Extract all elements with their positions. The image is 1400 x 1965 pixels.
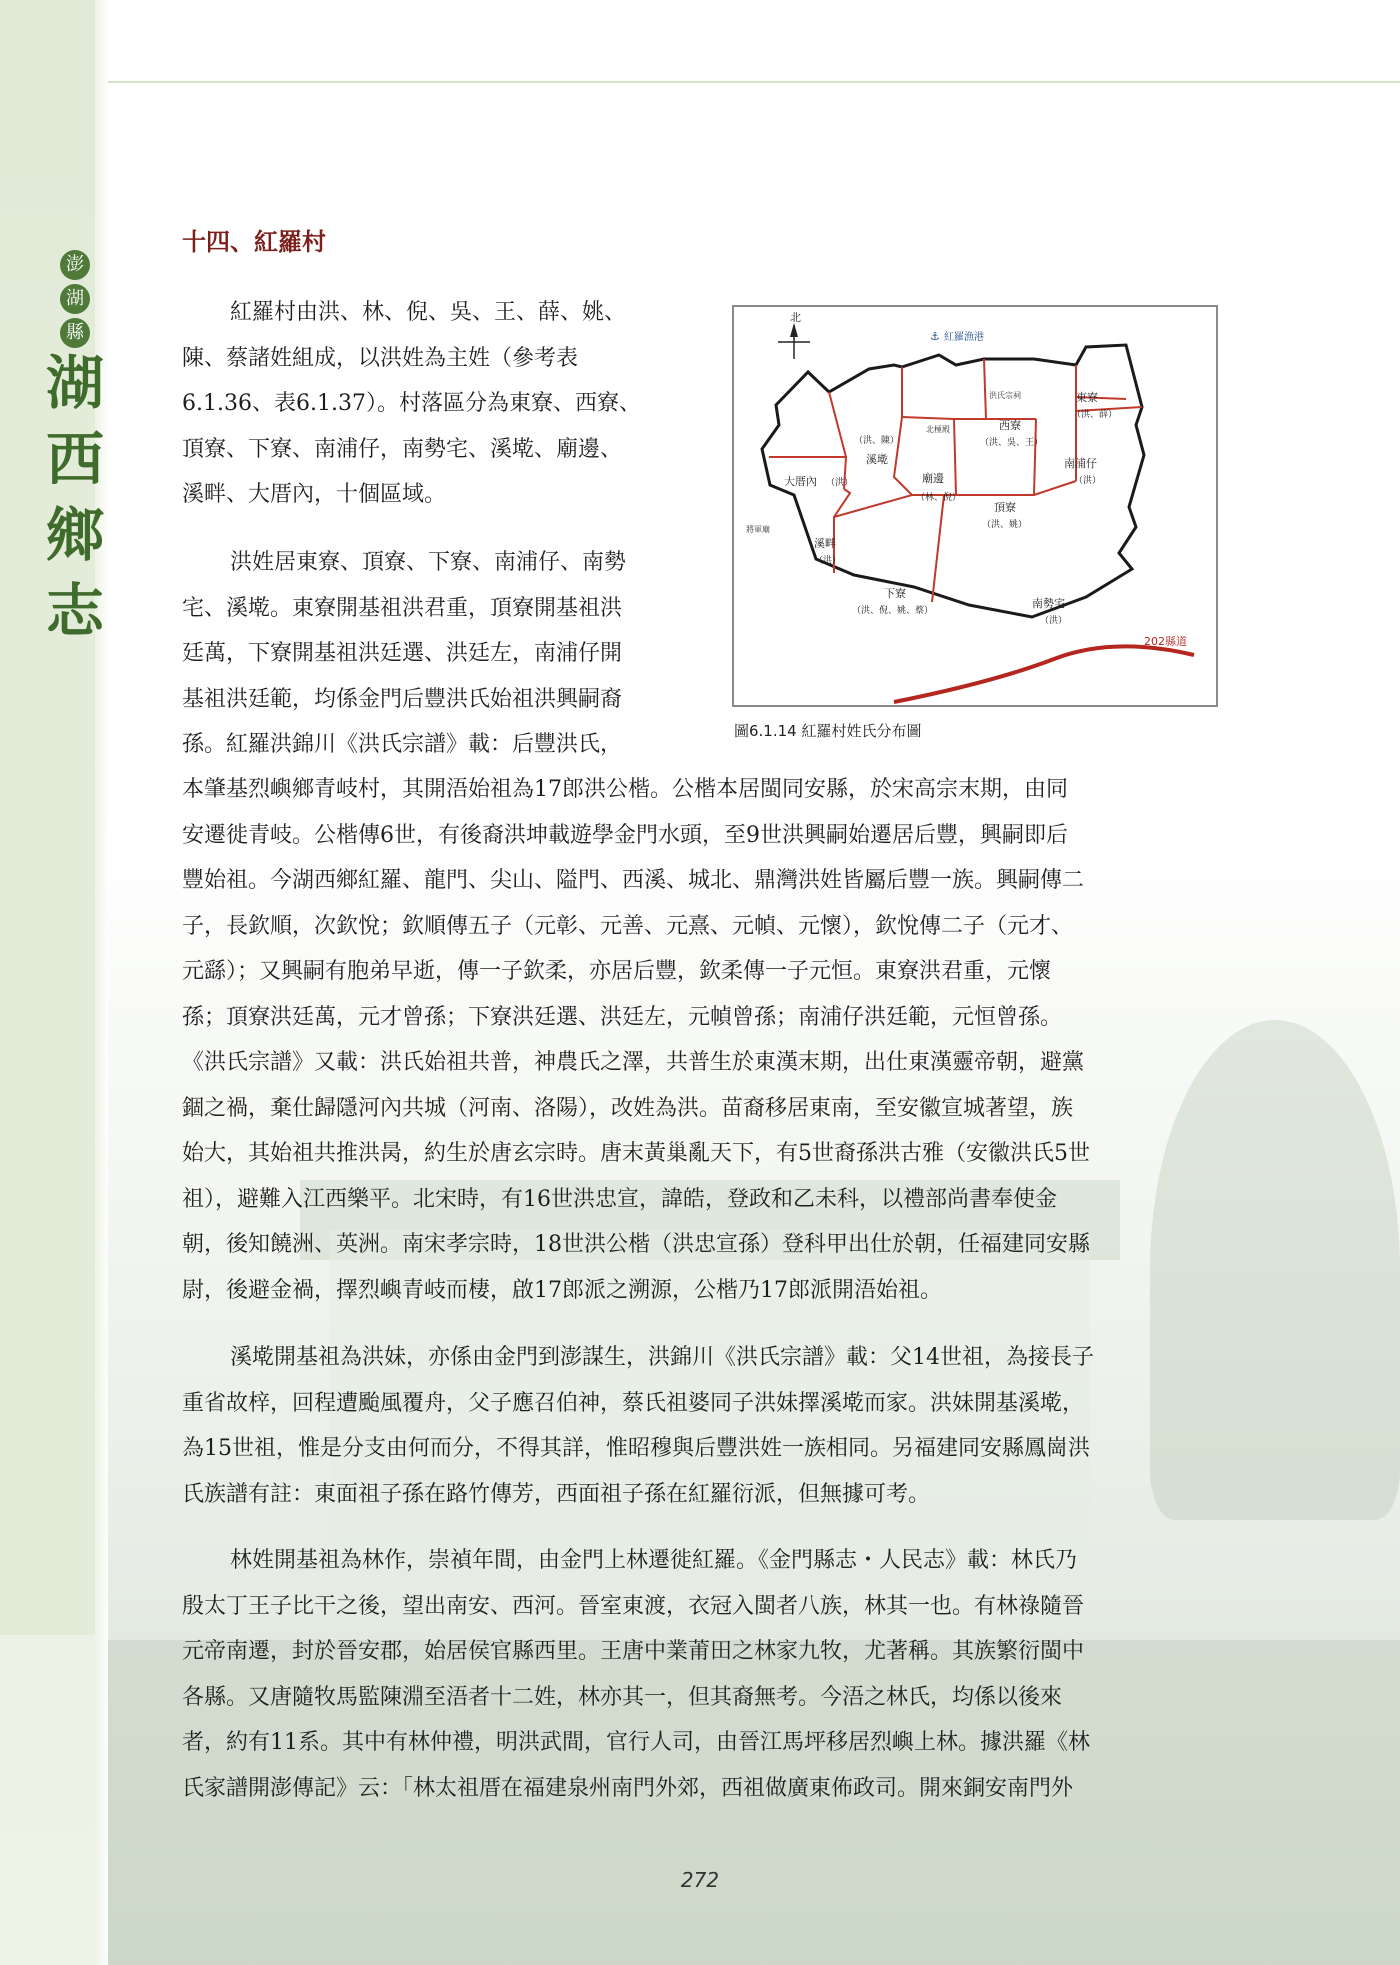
text-line: 溪畔、大厝內，十個區域。 [182,482,447,507]
county-char: 縣 [60,318,90,348]
text-line: 子，長欽順，次欽悅；欽順傳五子（元彰、元善、元熹、元幀、元懷），欽悅傳二子（元才、 [182,913,1074,939]
text-line: 頂寮、下寮、南浦仔，南勢宅、溪墘、廟邊、 [182,436,623,462]
text-line: 孫。紅羅洪錦川《洪氏宗譜》載：后豐洪氏， [182,732,623,757]
region-label: 溪畔 [814,537,836,550]
text-line: 陳、蔡諸姓組成，以洪姓為主姓（參考表 [182,345,579,371]
text-line: 豐始祖。今湖西鄉紅羅、龍門、尖山、隘門、西溪、城北、鼎灣洪姓皆屬后豐一族。興嗣傳二 [182,868,1085,893]
text-line: 始大，其始祖共推洪昺，約生於唐玄宗時。唐末黃巢亂天下，有5世裔孫洪古雅（安徽洪氏5世 [182,1141,1090,1166]
harbor-label: 紅羅漁港 [944,332,984,343]
north-label: 北 [790,311,801,324]
region-surnames: （洪、陳） [854,436,900,446]
text-line: 紅羅村由洪、林、倪、吳、王、薛、姚、 [230,300,627,325]
paragraph [182,540,702,768]
region-label: 大厝內 [784,475,817,488]
county-char: 澎 [60,250,90,280]
ancestral-hall-label: 洪氏宗祠 [989,391,1021,400]
text-line: 宅、溪墘。東寮開基祖洪君重，頂寮開基祖洪 [182,595,623,621]
paragraph [182,1335,1218,1517]
region-label: 廟邊 [922,472,944,485]
text-line: 者，約有11系。其中有林仲禮，明洪武間，官行人司，由晉江馬坪移居烈嶼上林。據洪羅《林 [182,1730,1090,1755]
region-label: 東寮 [1076,391,1098,404]
text-line: 本肇基烈嶼鄉青岐村，其開浯始祖為17郎洪公楷。公楷本居閩同安縣，於宋高宗末期，由同 [182,777,1068,802]
region-label: 南浦仔 [1064,457,1097,470]
paragraph [182,290,702,518]
text-line: 氏家譜開澎傳記》云：「林太祖厝在福建泉州南門外郊，西祖做廣東佈政司。開來銅安南門外 [182,1775,1074,1801]
text-line: 洪姓居東寮、頂寮、下寮、南浦仔、南勢 [230,550,627,575]
region-surnames: （洪） [1040,616,1068,626]
region-surnames: （洪） [814,556,842,566]
header-rule [108,81,1400,83]
text-line: 祖），避難入江西樂平。北宋時，有16世洪忠宣，諱皓，登政和乙未科，以禮部尚書奉使金 [182,1186,1057,1212]
region-surnames: （洪、倪、姚、蔡） [852,606,934,616]
section-heading: 十四、紅羅村 [182,228,326,256]
region-label: 南勢宅 [1032,597,1065,610]
temple-label: 北極殿 [926,425,950,434]
text-line: 重省故梓，回程遭颱風覆舟，父子應召伯神，蔡氏祖婆同子洪妹擇溪墘而家。洪妹開基溪墘， [182,1390,1085,1416]
text-line: 基祖洪廷範，均係金門后豐洪氏始祖洪興嗣裔 [182,686,623,712]
figure-caption: 圖6.1.14 紅羅村姓氏分布圖 [734,722,922,740]
county-label [58,250,92,352]
region-surnames: （洪） [1074,476,1102,486]
text-line: 尉，後避金禍，擇烈嶼青岐而棲，啟17郎派之溯源，公楷乃17郎派開浯始祖。 [182,1277,942,1303]
text-line: 氏族譜有註：東面祖子孫在路竹傳芳，西面祖子孫在紅羅衍派，但無據可考。 [182,1481,931,1507]
page-number: 272 [680,1868,720,1892]
text-line: 林姓開基祖為林作，崇禎年間，由金門上林遷徙紅羅。《金門縣志・人民志》載：林氏乃 [230,1548,1078,1573]
village-map-figure [732,305,1218,707]
region-surnames: （洪、薛） [1072,410,1118,420]
county-char: 湖 [60,284,90,314]
book-title-char: 鄉 [45,501,104,569]
text-line: 廷萬，下寮開基祖洪廷選、洪廷左，南浦仔開 [182,641,623,666]
book-title-char: 西 [45,425,104,493]
anchor-icon: ⚓ [930,330,940,343]
book-title-char: 湖 [45,349,104,417]
region-surnames: （林、倪） [916,493,962,503]
text-line: 安遷徙青岐。公楷傳6世，有後裔洪坤載遊學金門水頭，至9世洪興嗣始遷居后豐，興嗣即后 [182,822,1068,848]
text-line: 元繇）；又興嗣有胞弟早逝，傳一子欽柔，亦居后豐，欽柔傳一子元恒。東寮洪君重，元懷 [182,959,1052,984]
book-title [40,345,110,649]
region-label: 頂寮 [994,501,1016,514]
text-line: 《洪氏宗譜》又載：洪氏始祖共普，神農氏之澤，共普生於東漢末期，出仕東漢靈帝朝，避黨 [182,1050,1085,1075]
text-line: 為15世祖，惟是分支由何而分，不得其詳，惟昭穆與后豐洪姓一族相同。另福建同安縣鳳崗洪 [182,1436,1090,1461]
text-line: 朝，後知饒洲、英洲。南宋孝宗時，18世洪公楷（洪忠宣孫）登科甲出仕於朝，任福建同安縣 [182,1232,1090,1257]
region-label: 西寮 [999,419,1021,432]
text-line: 孫；頂寮洪廷萬，元才曾孫；下寮洪廷選、洪廷左，元幀曾孫；南浦仔洪廷範，元恒曾孫。 [182,1004,1063,1030]
paragraph [182,1538,1218,1811]
shrine-label: 將軍廟 [746,525,770,534]
text-line: 各縣。又唐隨牧馬監陳淵至浯者十二姓，林亦其一，但其裔無考。今浯之林氏，均係以後來 [182,1684,1063,1710]
north-arrow-icon [778,323,810,359]
region-label: 下寮 [884,587,906,600]
text-line: 溪墘開基祖為洪妹，亦係由金門到澎謀生，洪錦川《洪氏宗譜》載：父14世祖，為接長子 [230,1345,1094,1370]
paragraph [182,767,1218,1313]
road-label: 202縣道 [1144,635,1187,648]
region-label: 溪墘 [866,453,888,466]
text-line: 殷太丁王子比干之後，望出南安、西河。晉室東渡，衣冠入閩者八族，林其一也。有林祿隨晉 [182,1593,1085,1619]
book-title-char: 志 [45,577,104,645]
county-road [894,646,1194,702]
text-line: 6.1.36、表6.1.37）。村落區分為東寮、西寮、 [182,391,641,416]
village-map [734,307,1216,705]
region-surnames: （洪） [826,478,854,488]
sidebar-edge [95,0,109,1965]
region-surnames: （洪、姚） [982,520,1028,530]
region-surnames: （洪、吳、王） [980,438,1044,448]
text-line: 元帝南遷，封於晉安郡，始居侯官縣西里。王唐中業莆田之林家九牧，尤著稱。其族繁衍閩中 [182,1639,1085,1664]
text-line: 錮之禍，棄仕歸隱河內共城（河南、洛陽），改姓為洪。苗裔移居東南，至安徽宣城著望，族 [182,1095,1074,1121]
